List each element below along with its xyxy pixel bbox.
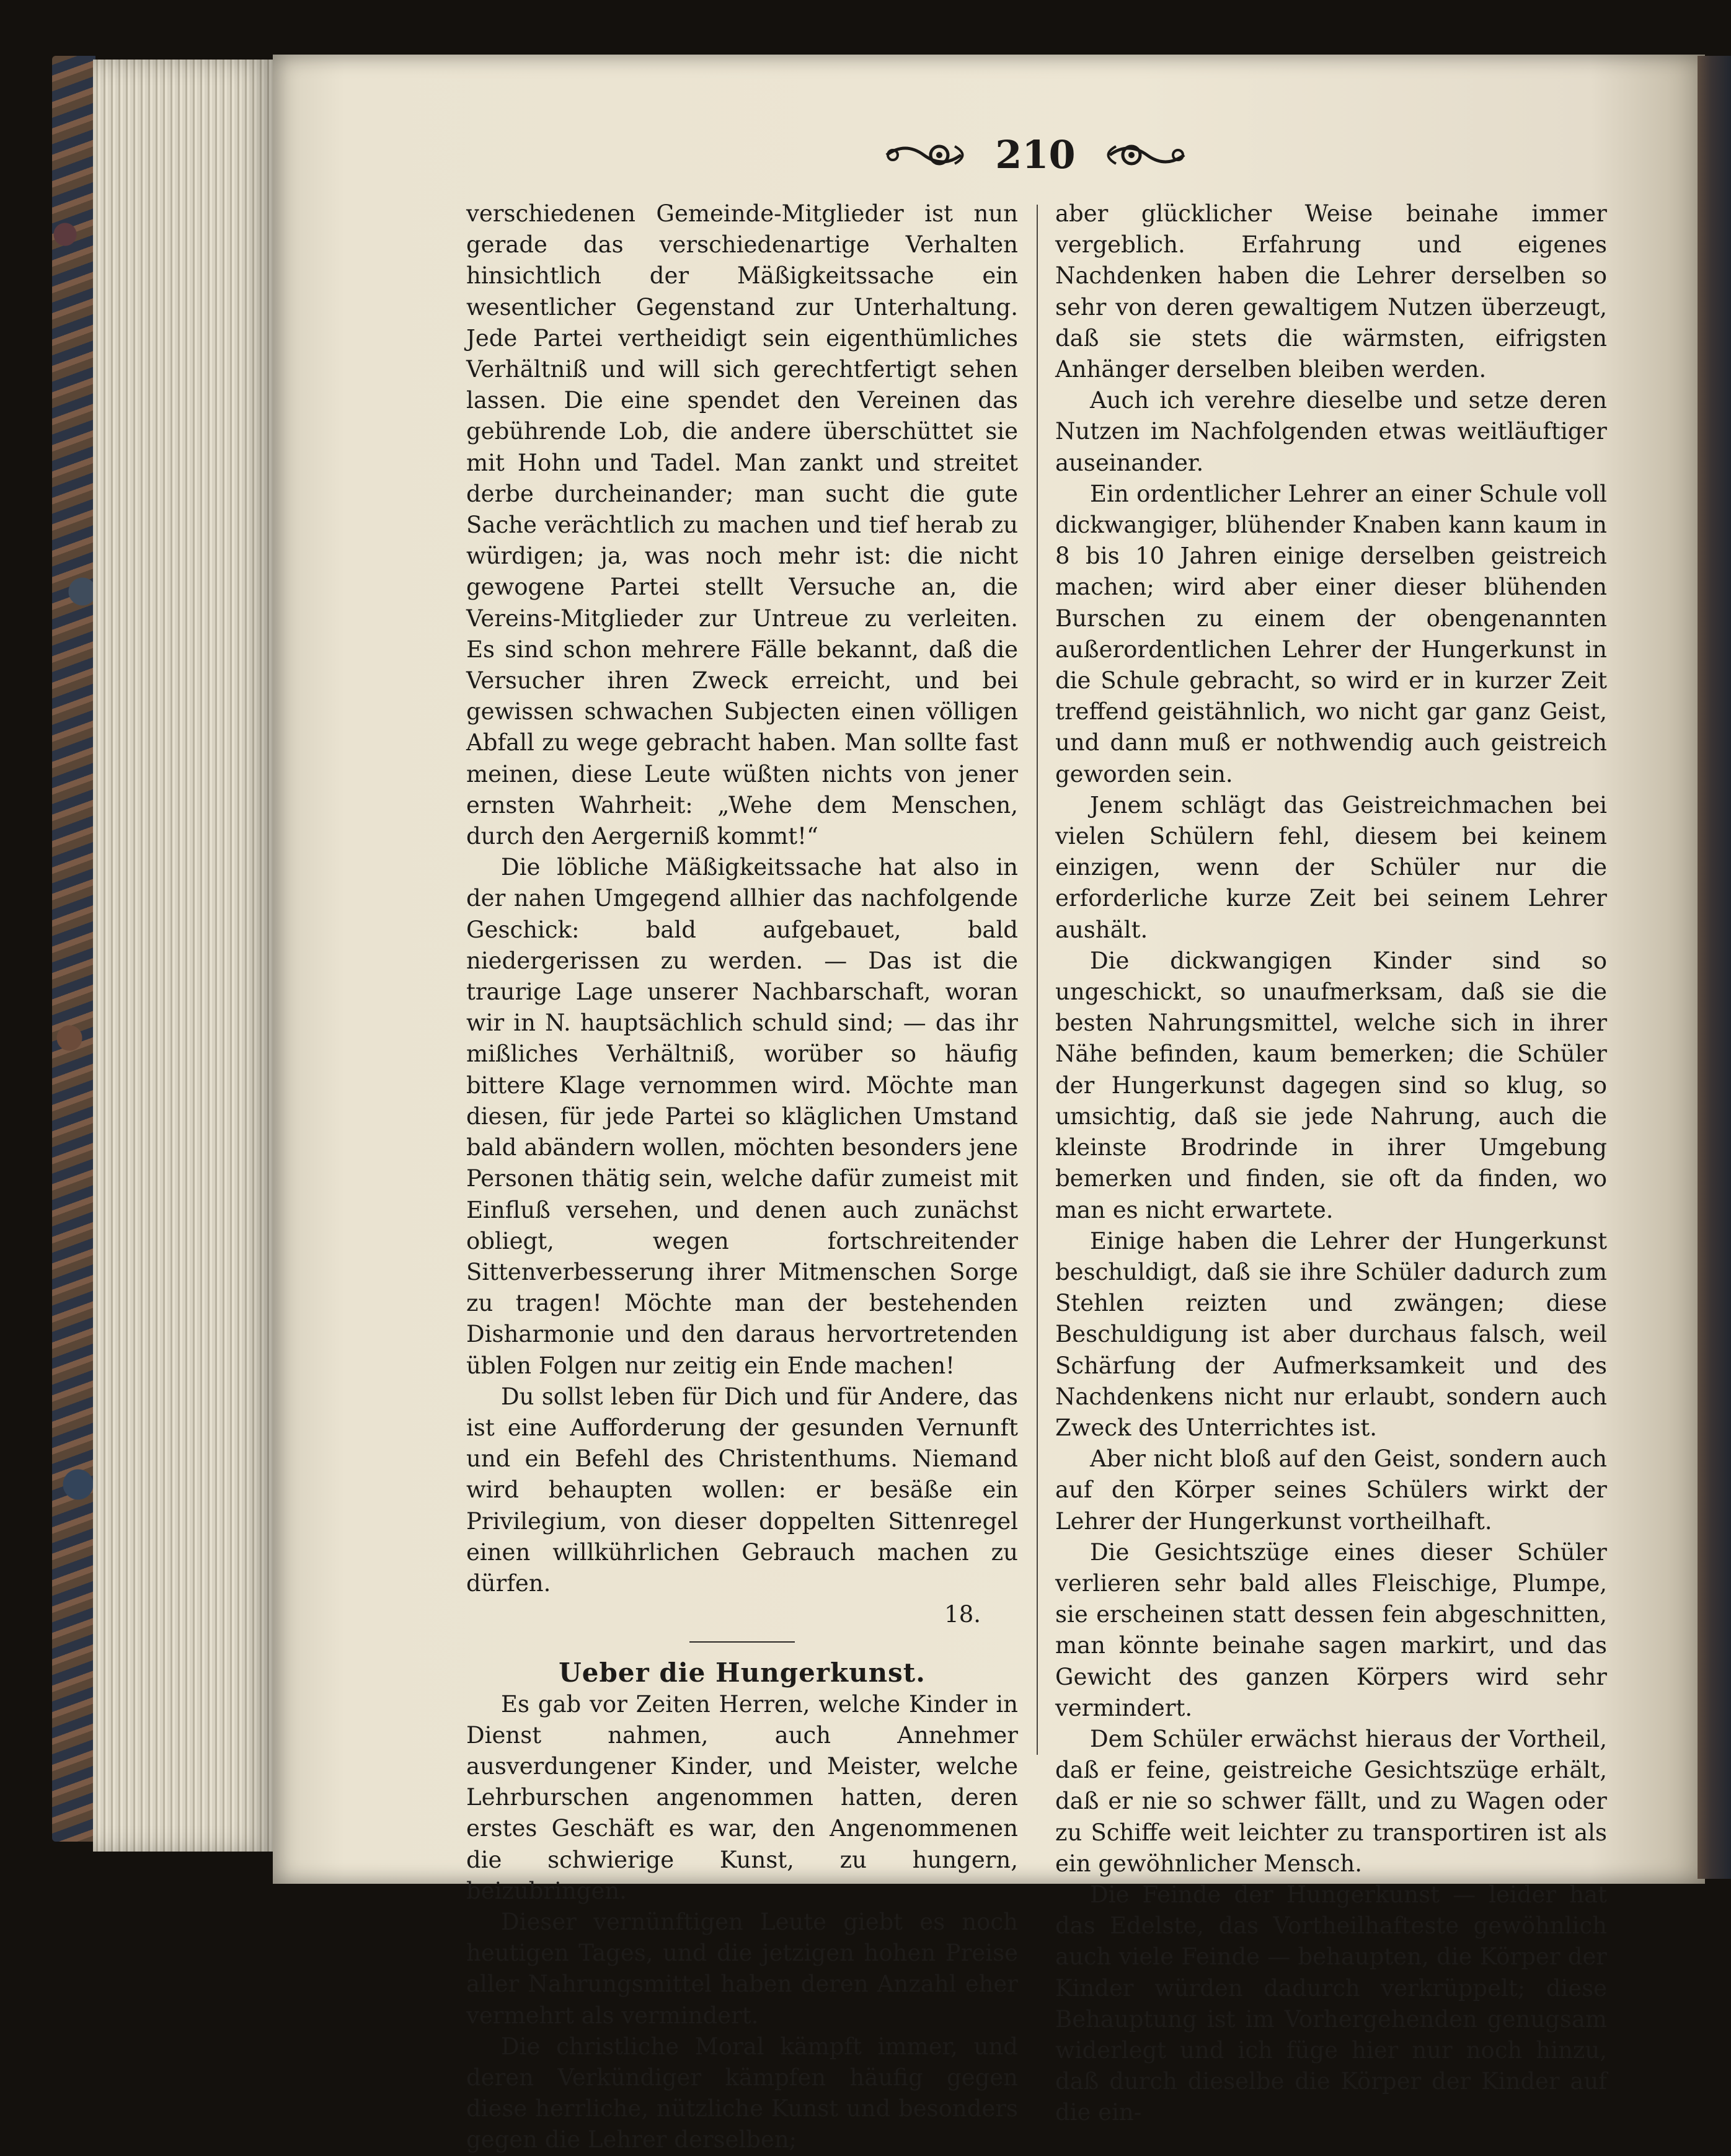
article-title: Ueber die Hungerkunst. (559, 1657, 926, 1688)
paragraph: Ein ordentlicher Lehrer an einer Schule voll dickwangiger, blühender Knaben kann kaum in 8 bis 10 Jahren einige derselben geistreich machen; wird aber einer dieser blühenden Burschen zu einem der obengenannten außerordentlichen Lehrer der Hungerkunst in die Schule gebracht, so wird er in kurzer Zeit treffend geistähnlich, wo nicht gar ganz Geist, und dann muß er nothwendig auch geistreich geworden sein. (1055, 480, 1607, 787)
left-ornament-icon (880, 130, 980, 180)
marbled-cover-edge (52, 56, 95, 1842)
paragraph: aber glücklicher Weise beinahe immer vergeblich. Erfahrung und eigenes Nachdenken haben die Lehrer derselben so sehr von deren gewaltigem Nutzen überzeugt, daß sie stets die wärmsten, eifrigsten Anhänger derselben bleiben werden. (1055, 200, 1607, 383)
paragraph: Die löbliche Mäßigkeitssache hat also in der nahen Umgegend allhier das nachfolgende Geschick: bald aufgebauet, bald niedergerissen zu werden. — Das ist die traurige Lage unserer Nachbarschaft, woran wir in N. hauptsächlich schuld sind; — das ihr mißliches Verhältniß, worüber so häufig bittere Klage vernommen wird. Möchte man diesen, für jede Partei so kläglichen Umstand bald abändern wollen, möchten besonders jene Personen thätig sein, welche dafür zumeist mit Einfluß versehen, und denen auch zunächst obliegt, wegen fortschreitender Sittenverbesserung ihrer Mitmenschen Sorge zu tragen! Möchte man der bestehenden Disharmonie und den daraus hervortretenden üblen Folgen nur zeitig ein Ende machen! (466, 854, 1018, 1379)
paragraph: Einige haben die Lehrer der Hungerkunst beschuldigt, daß sie ihre Schüler dadurch zum Stehlen reizten und zwängen; diese Beschuldigung ist aber durchaus falsch, weil Schärfung der Aufmerksamkeit und des Nachdenkens nicht nur erlaubt, sondern auch Zweck des Unterrichtes ist. (1055, 1227, 1607, 1441)
right-ornament-icon (1091, 130, 1190, 180)
author-signature: 18. (944, 1601, 981, 1628)
paragraph: Die christliche Moral kämpft immer, und deren Verkündiger kämpfen häufig gegen diese herrliche, nützliche Kunst und besonders gegen die Lehrer derselben; (466, 2033, 1018, 2154)
paragraph: Die dickwangigen Kinder sind so ungeschickt, so unaufmerksam, daß sie die besten Nahrungsmittel, welche sich in ihrer Nähe befinden, kaum bemerken; die Schüler der Hungerkunst dagegen sind so klug, so umsichtig, daß sie jede Nahrung, auch die kleinste Brodrinde in ihrer Umgebung bemerken und finden, sie oft da finden, wo man es nicht erwartete. (1055, 947, 1607, 1223)
paragraph: verschiedenen Gemeinde-Mitglieder ist nun gerade das verschiedenartige Verhalten hinsichtlich der Mäßigkeitssache ein wesentlicher Gegenstand zur Unterhaltung. Jede Partei vertheidigt sein eigenthümliches Verhältniß und will sich gerechtfertigt sehen lassen. Die eine spendet den Vereinen das gebührende Lob, die andere überschüttet sie mit Hohn und Tadel. Man zankt und streitet derbe durcheinander; man sucht die gute Sache verächtlich zu machen und tief herab zu würdigen; ja, was noch mehr ist: die nicht gewogene Partei stellt Versuche an, die Vereins-Mitglieder zur Untreue zu verleiten. Es sind schon mehrere Fälle bekannt, daß die Versucher ihren Zweck erreicht, und bei gewissen schwachen Subjecten einen völligen Abfall zu wege gebracht haben. Man sollte fast meinen, diese Leute wüßten nichts von jener ernsten Wahrheit: „Wehe dem Menschen, durch den Aergerniß kommt!“ (466, 200, 1018, 850)
page-header (880, 130, 1190, 180)
paragraph: Dieser vernünftigen Leute giebt es noch heutigen Tages, und die jetzigen hohen Preise aller Nahrungsmittel haben deren Anzahl eher vermehrt als vermindert. (466, 1908, 1018, 2029)
paragraph: Auch ich verehre dieselbe und setze deren Nutzen im Nachfolgenden etwas weitläuftiger auseinander. (1055, 387, 1607, 476)
paragraph: Jenem schlägt das Geistreichmachen bei vielen Schülern fehl, diesem bei keinem einzigen, wenn der Schüler nur die erforderliche kurze Zeit bei seinem Lehrer aushält. (1055, 791, 1607, 943)
page-number: 210 (995, 132, 1076, 177)
left-column (466, 198, 1018, 2156)
paragraph: Die Gesichtszüge eines dieser Schüler verlieren sehr bald alles Fleischige, Plumpe, sie erscheinen statt dessen fein abgeschnitten, man könnte beinahe sagen markirt, und das Gewicht des ganzen Körpers wird sehr vermindert. (1055, 1538, 1607, 1721)
paragraph: Du sollst leben für Dich und für Andere, das ist eine Aufforderung der gesunden Vernunft und ein Befehl des Christenthums. Niemand wird behaupten wollen: er besäße ein Privilegium, von dieser doppelten Sittenregel einen willkührlichen Gebrauch machen zu dürfen. (466, 1383, 1018, 1597)
right-column (1055, 198, 1607, 2129)
section-divider (689, 1641, 795, 1643)
page-stack-edges (93, 60, 279, 1852)
right-binding (1698, 56, 1731, 1879)
paragraph: Dem Schüler erwächst hieraus der Vortheil, daß er feine, geistreiche Gesichtszüge erhält, daß er nie so schwer fällt, und zu Wagen oder zu Schiffe weit leichter zu transportiren ist als ein gewöhnlicher Mensch. (1055, 1725, 1607, 1877)
column-divider (1037, 205, 1038, 1755)
paragraph: Es gab vor Zeiten Herren, welche Kinder in Dienst nahmen, auch Annehmer ausverdungener Kinder, und Meister, welche Lehrburschen angenommen hatten, deren erstes Geschäft es war, den Angenommenen die schwierige Kunst, zu hungern, beizubringen. (466, 1690, 1018, 1904)
paragraph: Die Feinde der Hungerkunst — leider hat das Edelste, das Vortheilhafteste gewöhnlich auch viele Feinde — behaupten, die Körper der Kinder würden dadurch verkrüppelt; diese Behauptung ist im Vorhergehenden genugsam widerlegt und ich füge hier nur noch hinzu, daß durch dieselbe die Körper der Kinder auf die ein- (1055, 1881, 1607, 2126)
paragraph: Aber nicht bloß auf den Geist, sondern auch auf den Körper seines Schülers wirkt der Lehrer der Hungerkunst vortheilhaft. (1055, 1445, 1607, 1535)
